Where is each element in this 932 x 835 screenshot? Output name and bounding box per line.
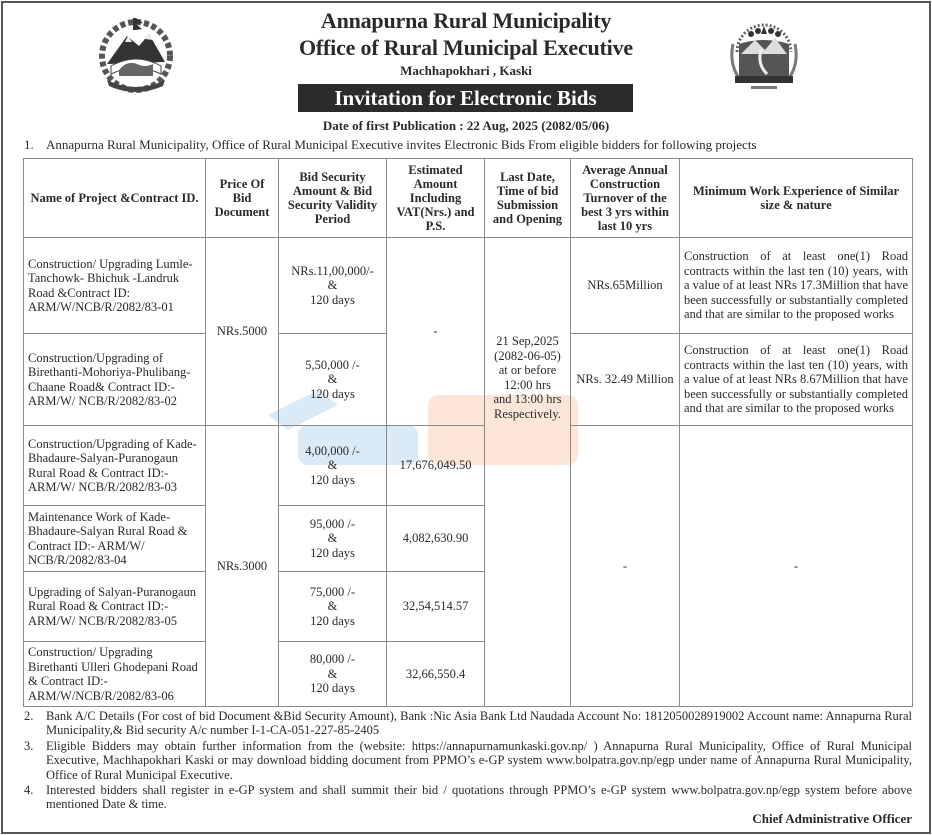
note-item xyxy=(24,739,912,782)
table-row xyxy=(24,426,913,506)
project-name: Construction/Upgrading of Kade-Bhadaure-Salyan-Puranogaun Rural Road & Contract ID:- ARM/W/ NCB/R/2082/83-03 xyxy=(24,426,206,506)
ampersand: & xyxy=(327,531,338,546)
deadline-line3: at or before xyxy=(498,363,557,377)
validity-period: 120 days xyxy=(310,681,355,696)
project-name: Construction/Upgrading of Birethanti-Mohoriya-Phulibang-Chaane Road& Contract ID:- ARM/W/ NCB/R/2082/83-02 xyxy=(24,334,206,426)
bid-security-amount: 4,00,000 /- xyxy=(305,443,360,458)
col-header-estimated: Estimated Amount Including VAT(Nrs.) and P.S. xyxy=(387,159,485,238)
intro-number: 1. xyxy=(24,137,34,152)
note-number: 4. xyxy=(24,783,34,798)
col-header-project: Name of Project &Contract ID. xyxy=(24,159,206,238)
col-header-price: Price Of Bid Document xyxy=(206,159,279,238)
col-header-experience: Minimum Work Experience of Similar size & nature xyxy=(680,159,913,238)
validity-period: 120 days xyxy=(310,613,355,628)
bid-security-amount: NRs.11,00,000/- xyxy=(291,263,374,278)
project-name: Maintenance Work of Kade-Bhadaure-Salyan Rural Road & Contract ID:- ARM/W/ NCB/R/2082/83-04 xyxy=(24,506,206,572)
location: Machhapokhari , Kaski xyxy=(400,63,532,78)
bid-security xyxy=(279,334,387,426)
bid-security xyxy=(279,238,387,334)
bid-security-amount: 80,000 /- xyxy=(309,652,356,667)
validity-period: 120 days xyxy=(310,386,355,401)
turnover: - xyxy=(571,426,680,707)
experience: - xyxy=(680,426,913,707)
col-header-deadline: Last Date, Time of bid Submission and Opening xyxy=(485,159,571,238)
bid-document-price: NRs.3000 xyxy=(206,426,279,707)
table-row xyxy=(24,238,913,334)
office-title: Office of Rural Municipal Executive xyxy=(299,35,633,60)
deadline-nepali-date: (2082-06-05) xyxy=(494,348,561,363)
experience: Construction of at least one(1) Road contracts within the last ten (10) years, with a value of at least NRs 17.3Million that have been successfully or substantially completed and that are similar to the proposed works xyxy=(680,238,913,334)
publication-date: Date of first Publication : 22 Aug, 2025 (2082/05/06) xyxy=(322,118,610,133)
bid-security-amount: 95,000 /- xyxy=(309,516,356,531)
project-name: Construction/ Upgrading Birethanti Ulleri Ghodepani Road & Contract ID:- ARM/W/NCB/R/2082/83-06 xyxy=(24,642,206,707)
ampersand: & xyxy=(327,278,338,293)
project-name: Construction/ Upgrading Lumle-Tanchowk- Bhichuk -Landruk Road &Contract ID: ARM/W/NCB/R/2082/83-01 xyxy=(24,238,206,334)
note-item xyxy=(24,783,912,812)
bid-security xyxy=(279,506,387,572)
table-header-row xyxy=(24,159,913,238)
validity-period: 120 days xyxy=(310,472,355,487)
note-number: 2. xyxy=(24,709,34,723)
ampersand: & xyxy=(327,599,338,614)
turnover: NRs. 32.49 Million xyxy=(571,334,680,426)
signature-title: Chief Administrative Officer xyxy=(752,811,912,826)
bid-security-amount: 5,50,000 /- xyxy=(305,357,360,372)
note-text: Eligible Bidders may obtain further information from the (website: https://annapurnamunkaski.gov.np/ ) Annapurna Rural Municipality, Office of Rural Municipal Executive, Machhapokhari Kaski or may download bidding document from PPMO’s e-GP system www.bolpatra.gov.np/egp under name of Annapurna Rural Municipality, Office of Rural Municipal Executive. xyxy=(46,738,912,782)
bid-security-amount: 75,000 /- xyxy=(309,584,356,599)
note-text: Bank A/C Details (For cost of bid Document &Bid Security Amount), Bank :Nic Asia Bank Ltd Naudada Account No: 1812050028919002 Account name: Annapurna Rural Municipality,& Bid security A/c number I-1-CA-051-227-85-2405 xyxy=(46,709,912,738)
note-number: 3. xyxy=(24,738,34,753)
estimated-amount: - xyxy=(387,238,485,426)
validity-period: 120 days xyxy=(310,292,355,307)
municipality-title: Annapurna Rural Municipality xyxy=(320,8,612,33)
ampersand: & xyxy=(327,372,338,387)
deadline-cell xyxy=(485,238,571,707)
deadline-line4: 12:00 hrs xyxy=(504,377,551,392)
note-item xyxy=(24,709,912,738)
deadline-date: 21 Sep,2025 xyxy=(496,334,559,348)
col-header-turnover: Average Annual Construction Turnover of the best 3 yrs within last 10 yrs xyxy=(571,159,680,238)
bid-security xyxy=(279,572,387,642)
estimated-amount: 32,54,514.57 xyxy=(387,572,485,642)
intro-text: Annapurna Rural Municipality, Office of Rural Municipal Executive invites Electronic Bids From eligible bidders for following projects xyxy=(46,137,757,152)
notes-list xyxy=(24,709,912,813)
bid-document-price: NRs.5000 xyxy=(206,238,279,426)
intro-paragraph xyxy=(24,137,757,153)
deadline-line5: and 13:00 hrs xyxy=(493,392,562,406)
notice-banner: Invitation for Electronic Bids xyxy=(298,84,633,112)
deadline-line6: Respectively. xyxy=(494,406,561,421)
turnover: NRs.65Million xyxy=(571,238,680,334)
estimated-amount: 4,082,630.90 xyxy=(387,506,485,572)
bid-security xyxy=(279,642,387,707)
estimated-amount: 17,676,049.50 xyxy=(387,426,485,506)
validity-period: 120 days xyxy=(310,545,355,560)
ampersand: & xyxy=(327,666,338,681)
estimated-amount: 32,66,550.4 xyxy=(387,642,485,707)
project-name: Upgrading of Salyan-Puranogaun Rural Road & Contract ID:- ARM/W/ NCB/R/2082/83-05 xyxy=(24,572,206,642)
ampersand: & xyxy=(327,458,338,473)
bids-table xyxy=(23,158,913,707)
experience: Construction of at least one(1) Road contracts within the last ten (10) years, with a value of at least NRs 8.67Million that have been successfully or substantially completed and that are similar to the proposed works xyxy=(680,334,913,426)
bid-security xyxy=(279,426,387,506)
col-header-bid-security: Bid Security Amount & Bid Security Validity Period xyxy=(279,159,387,238)
note-text: Interested bidders shall register in e-GP system and shall summit their bid / quotations through PPMO’s e-GP system www.bolpatra.gov.np/egp system before above mentioned Date & time. xyxy=(46,783,912,812)
